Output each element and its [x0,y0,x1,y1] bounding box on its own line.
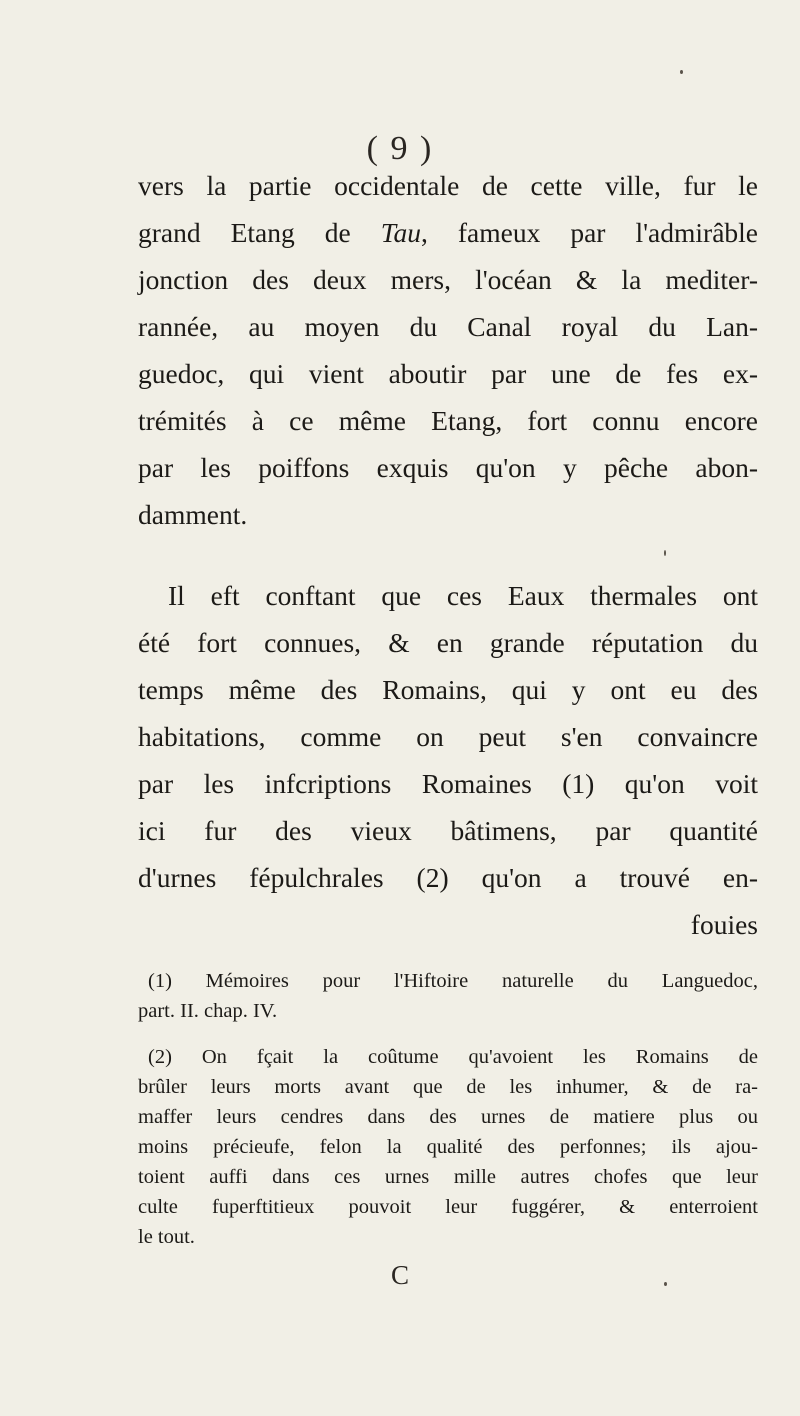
text-line: jonction des deux mers, l'océan & la mediter- [138,264,758,295]
text-line: rannée, au moyen du Canal royal du Lan- [138,311,758,342]
text-line: ici fur des vieux bâtimens, par quantité [138,815,758,846]
footnote-2-line: (2) On fçait la coûtume qu'avoient les Romains de [148,1046,758,1068]
catchword: fouies [690,909,758,940]
text-line: habitations, comme on peut s'en convaincre [138,721,758,752]
place-name-italic: Tau [380,217,421,248]
footnote-2-line: brûler leurs morts avant que de les inhumer, & de ra- [138,1076,758,1098]
signature-mark: C [390,1260,409,1290]
text-line: grand Etang de Tau, fameux par l'admirâble [138,217,758,248]
footnote-1-line: (1) Mémoires pour l'Hiftoire naturelle du Languedoc, [148,970,758,992]
footnote-2-line: maffer leurs cendres dans des urnes de matiere plus ou [138,1106,758,1128]
page-number: ( 9 ) [366,130,434,167]
paper-speck [680,70,683,74]
text-line: Il eft conftant que ces Eaux thermales ont [168,580,758,611]
text-line: guedoc, qui vient aboutir par une de fes ex- [138,358,758,389]
footnote-2-line: culte fuperftitieux pouvoit leur fuggérer, & enterroient [138,1196,758,1218]
text-line: d'urnes fépulchrales (2) qu'on a trouvé en- [138,862,758,893]
text-line: damment. [138,499,248,530]
text-line: été fort connues, & en grande réputation du [138,627,758,658]
text-line: par les poiffons exquis qu'on y pêche abon- [138,452,758,483]
paper-speck [664,550,666,556]
text-line: trémités à ce même Etang, fort connu encore [138,405,758,436]
text-line: temps même des Romains, qui y ont eu des [138,674,758,705]
footnote-2-line: le tout. [138,1226,195,1248]
footnote-2-line: toient auffi dans ces urnes mille autres chofes que leur [138,1166,758,1188]
footnote-2-line: moins précieufe, felon la qualité des perfonnes; ils ajou- [138,1136,758,1158]
text-line: vers la partie occidentale de cette ville, fur le [138,170,758,201]
footnote-1-line: part. II. chap. IV. [138,1000,278,1022]
text-line: par les infcriptions Romaines (1) qu'on voit [138,768,758,799]
paper-speck [664,1282,667,1286]
